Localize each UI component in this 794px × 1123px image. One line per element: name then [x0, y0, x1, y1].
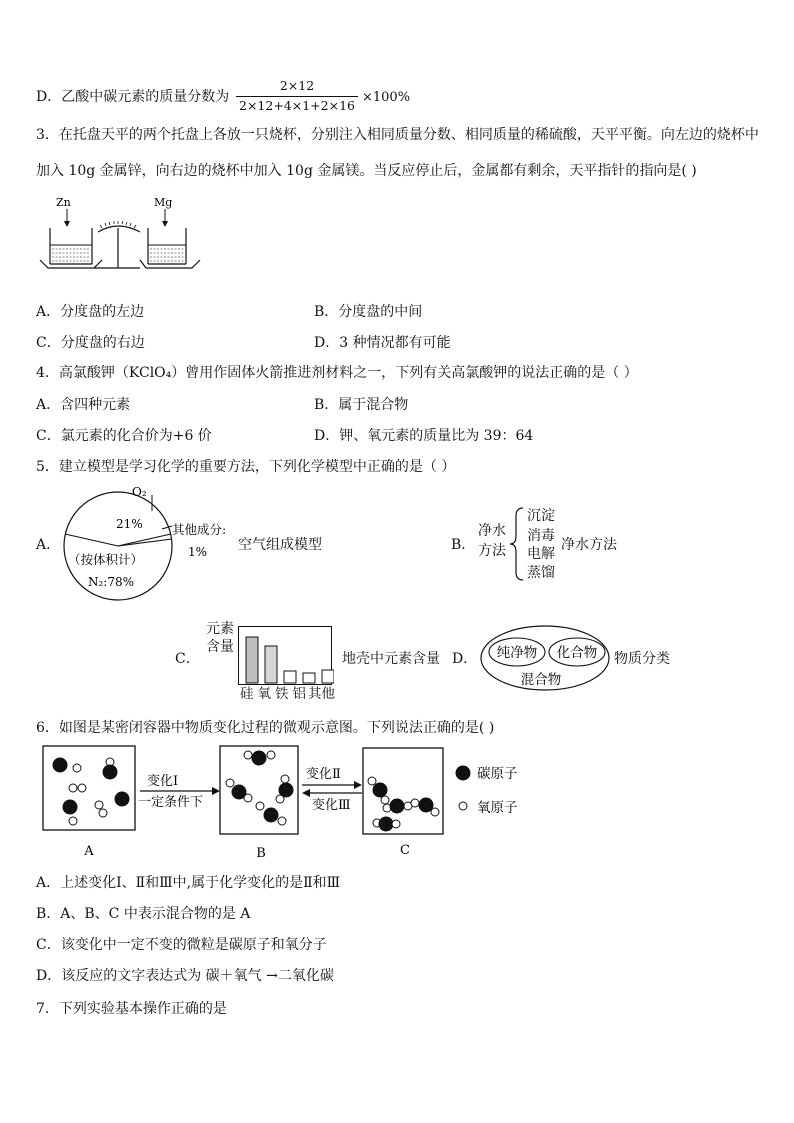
legend-carbon-label: 碳原子 — [477, 766, 518, 782]
tick-label: 铝 — [292, 686, 306, 702]
box-b-label: B — [256, 846, 266, 861]
q5-option-d-letter: D． — [452, 651, 478, 667]
q5-option-b-left-line2: 方法 — [478, 543, 506, 559]
crust-bar-1 — [246, 637, 258, 683]
q5-option-c-letter: C． — [175, 651, 200, 667]
q5-option-b-left-line1: 净水 — [478, 523, 506, 539]
pie-other-label: 其他成分: — [172, 522, 227, 537]
chart-ylabel-line2: 含量 — [206, 639, 234, 655]
q5-option-d-caption: 物质分类 — [614, 651, 670, 667]
q4-option-a: A．含四种元素 — [36, 397, 131, 413]
q2-option-d-suffix: ×100% — [362, 90, 411, 105]
air-composition-pie — [60, 484, 240, 604]
q6-option-b: B．A、B、C 中表示混合物的是 A — [36, 906, 251, 922]
box-a-label: A — [84, 844, 94, 859]
q3-stem-line1: 3．在托盘天平的两个托盘上各放一只烧杯，分别注入相同质量分数、相同质量的稀硫酸，天平平衡。向左边的烧杯中 — [36, 127, 759, 143]
change3-label: 变化Ⅲ — [312, 798, 351, 813]
q5-option-b-item-2: 消毒 — [527, 528, 555, 544]
q6-option-a: A．上述变化Ⅰ、Ⅱ和Ⅲ中,属于化学变化的是Ⅱ和Ⅲ — [36, 875, 341, 891]
q5-option-b-letter: B． — [451, 537, 476, 553]
q5-stem: 5．建立模型是学习化学的重要方法，下列化学模型中正确的是（ ） — [36, 459, 456, 475]
left-beaker — [50, 228, 92, 264]
q3-option-a: A．分度盘的左边 — [36, 304, 145, 320]
q5-option-a-caption: 空气组成模型 — [238, 537, 322, 553]
tick-label: 硅 — [240, 686, 254, 702]
q2-option-d-fraction — [236, 80, 358, 112]
q4-option-b: B．属于混合物 — [314, 397, 409, 413]
q7-stem: 7．下列实验基本操作正确的是 — [36, 1001, 227, 1017]
pie-o2-label: O₂ — [132, 485, 147, 499]
tick-label: 其他 — [308, 686, 335, 702]
tick-label: 铁 — [275, 686, 289, 702]
change1-label: 变化Ⅰ — [147, 774, 179, 789]
pie-by-volume: （按体积计） — [68, 552, 144, 567]
right-beaker — [148, 228, 186, 264]
q5-option-b-item-3: 电解 — [527, 546, 555, 562]
q4-stem: 4．高氯酸钾（KClO₄）曾用作固体火箭推进剂材料之一，下列有关高氯酸钾的说法正确的是（ ） — [36, 365, 638, 381]
oval-label-mixture: 混合物 — [520, 672, 562, 688]
q5-option-b-item-4: 蒸馏 — [527, 565, 555, 581]
change2-label: 变化Ⅱ — [306, 767, 341, 782]
pie-n2-label: N₂:78% — [88, 575, 135, 589]
q2-option-d-prefix: D．乙酸中碳元素的质量分数为 — [36, 89, 230, 105]
legend-oxygen-label: 氧原子 — [477, 800, 518, 816]
curly-brace-icon — [508, 506, 528, 582]
fraction-numerator: 2×12 — [236, 80, 358, 97]
legend-oxygen-marker — [459, 802, 467, 810]
crust-bar-4 — [303, 673, 315, 683]
chart-tick-labels — [240, 688, 335, 702]
tick-label: 氧 — [257, 686, 271, 702]
chart-ylabel-line1: 元素 — [206, 621, 234, 637]
crust-bar-2 — [265, 646, 277, 683]
legend-carbon-marker — [456, 766, 471, 781]
micro-process-figure — [40, 742, 580, 862]
crust-bar-3 — [284, 671, 296, 683]
q6-option-c: C．该变化中一定不变的微粒是碳原子和氧分子 — [36, 937, 327, 953]
mg-label: Mg — [154, 196, 173, 209]
oval-label-compound: 化合物 — [556, 645, 598, 661]
condition-label: 一定条件下 — [138, 795, 204, 810]
fraction-denominator: 2×12+4×1+2×16 — [239, 97, 355, 113]
q3-stem-line2: 加入 10g 金属锌，向右边的烧杯中加入 10g 金属镁。当反应停止后，金属都有剩余，天平指针的指向是( ) — [36, 163, 697, 179]
classification-diagram — [479, 624, 615, 692]
pie-divider-n2 — [65, 534, 118, 546]
q3-option-b: B．分度盘的中间 — [314, 304, 423, 320]
oxygen-atom — [73, 764, 81, 772]
q3-option-d: D．3 种情况都有可能 — [314, 335, 451, 351]
balance-figure — [36, 194, 206, 274]
q3-option-c: C．分度盘的右边 — [36, 335, 145, 351]
zn-label: Zn — [56, 196, 71, 209]
pie-other-percent: 1% — [188, 545, 208, 559]
carbon-atom — [53, 758, 68, 773]
q5-option-a-letter: A． — [36, 537, 61, 553]
q5-option-b-caption: 净水方法 — [561, 537, 617, 553]
crust-element-chart — [238, 626, 334, 686]
pie-o2-percent: 21% — [116, 517, 143, 531]
q4-option-d: D．钾、氧元素的质量比为 39：64 — [314, 428, 534, 444]
q6-option-d: D．该反应的文字表达式为 碳＋氧气 →二氧化碳 — [36, 968, 334, 984]
box-c-label: C — [400, 843, 410, 858]
crust-bar-5 — [322, 670, 334, 683]
q5-option-c-caption: 地壳中元素含量 — [342, 651, 440, 667]
q4-option-c: C．氯元素的化合价为+6 价 — [36, 428, 212, 444]
oval-label-pure: 纯净物 — [496, 645, 538, 661]
q6-stem: 6．如图是某密闭容器中物质变化过程的微观示意图。下列说法正确的是( ) — [36, 720, 495, 736]
q5-option-b-item-1: 沉淀 — [527, 508, 555, 524]
